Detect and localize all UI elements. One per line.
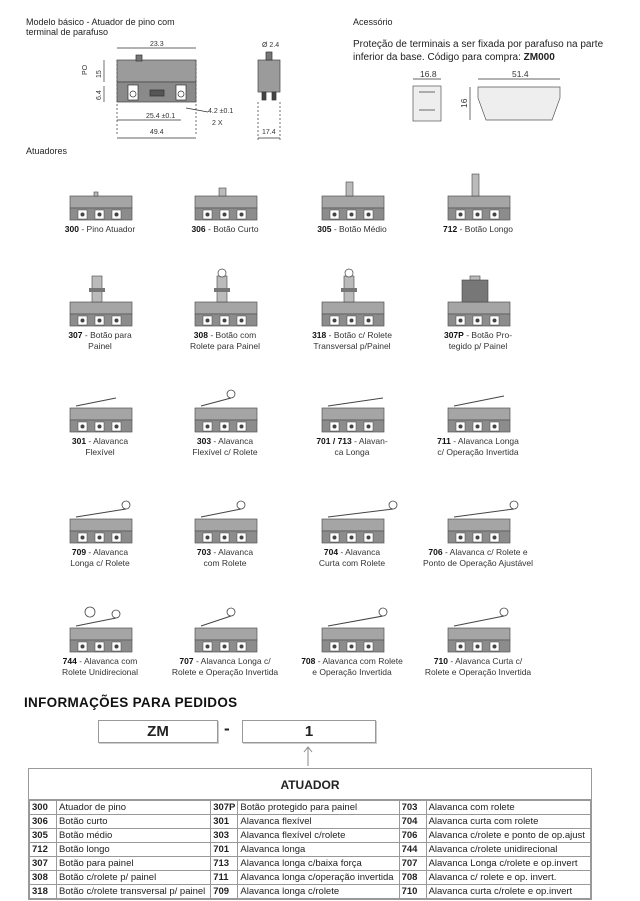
table-desc-cell: Alavanca Longa c/rolete e op.invert — [426, 857, 590, 871]
actuator-code: 303 — [196, 436, 212, 446]
table-row — [30, 885, 591, 899]
actuator-caption — [418, 330, 538, 352]
actuator-code: 711 — [437, 436, 451, 446]
actuator-label-line2: com Rolete — [203, 558, 247, 568]
actuator-label-line2: Curta com Rolete — [318, 558, 386, 568]
table-desc-cell: Alavanca c/rolete unidirecional — [426, 843, 590, 857]
actuator-label-line2: Longa c/ Rolete — [70, 558, 130, 568]
table-desc-cell: Botão para painel — [57, 857, 211, 871]
table-code-cell: 704 — [399, 815, 426, 829]
actuator-label-line2: tegido p/ Painel — [448, 341, 508, 351]
actuator-drawing — [165, 160, 285, 222]
actuator-drawing — [418, 372, 538, 434]
actuator-label: - Alavanca — [88, 436, 129, 446]
dim-width-top: 23.3 — [150, 41, 164, 48]
table-row — [30, 843, 591, 857]
actuator-item — [165, 592, 285, 678]
actuator-code: 306 — [191, 224, 206, 234]
actuator-code: 707 — [179, 656, 194, 666]
table-desc-cell: Atuador de pino — [57, 801, 211, 815]
actuator-caption — [165, 656, 285, 678]
table-desc-cell: Botão longo — [57, 843, 211, 857]
actuator-label-line2: e Operação Invertida — [312, 667, 392, 677]
actuator-caption — [292, 224, 412, 235]
actuator-drawing — [418, 483, 538, 545]
table-desc-cell: Alavanca c/ rolete e op. invert. — [426, 871, 590, 885]
actuator-label: - Botão para — [84, 330, 132, 340]
table-desc-cell: Alavanca longa c/rolete — [238, 885, 399, 899]
actuator-caption — [40, 436, 160, 458]
actuator-code: 300 — [64, 224, 79, 234]
actuator-caption — [165, 436, 285, 458]
actuator-drawing — [165, 592, 285, 654]
table-code-cell: 710 — [399, 885, 426, 899]
table-code-cell: 701 — [211, 843, 238, 857]
table-desc-cell: Botão c/rolete transversal p/ painel — [57, 885, 211, 899]
actuator-label: - Botão Médio — [333, 224, 387, 234]
table-desc-cell: Botão protegido para painel — [238, 801, 399, 815]
actuator-label-line2: c/ Operação Invertida — [437, 447, 519, 457]
actuator-drawing — [40, 483, 160, 545]
accessory-title: Acessório — [353, 17, 393, 27]
table-code-cell: 306 — [30, 815, 57, 829]
actuator-label: - Alavanca — [213, 547, 254, 557]
table-row — [30, 829, 591, 843]
table-desc-cell: Alavanca flexível c/rolete — [238, 829, 399, 843]
table-code-cell: 307 — [30, 857, 57, 871]
table-code-cell: 305 — [30, 829, 57, 843]
actuator-drawing — [40, 262, 160, 328]
actuator-item — [165, 262, 285, 352]
actuator-caption — [40, 547, 160, 569]
actuator-item — [40, 262, 160, 352]
actuator-label: - Alavanca com — [79, 656, 138, 666]
table-row — [30, 857, 591, 871]
actuator-caption — [418, 436, 538, 458]
table-desc-cell: Alavanca longa — [238, 843, 399, 857]
actuator-item — [40, 372, 160, 458]
table-code-cell: 709 — [211, 885, 238, 899]
table-code-cell: 707 — [399, 857, 426, 871]
actuator-item — [418, 483, 538, 569]
table-code-cell: 744 — [399, 843, 426, 857]
actuator-label: - Alavanca Curta c/ — [450, 656, 523, 666]
actuator-table — [28, 768, 592, 900]
actuator-drawing — [292, 592, 412, 654]
table-code-cell: 308 — [30, 871, 57, 885]
actuator-label-line2: Transversal p/Painel — [313, 341, 391, 351]
table-code-cell: 318 — [30, 885, 57, 899]
actuator-caption — [165, 330, 285, 352]
actuator-label: - Alavanca Longa — [453, 436, 519, 446]
actuator-caption — [292, 330, 412, 352]
actuator-item — [292, 160, 412, 235]
actuator-drawing — [292, 483, 412, 545]
actuator-item — [418, 160, 538, 235]
actuator-label: - Alavan- — [354, 436, 388, 446]
table-code-cell: 712 — [30, 843, 57, 857]
table-code-cell: 711 — [211, 871, 238, 885]
table-desc-cell: Botão médio — [57, 829, 211, 843]
table-desc-cell: Alavanca longa c/baixa força — [238, 857, 399, 871]
actuator-drawing — [418, 592, 538, 654]
basic-model-side-view — [258, 52, 280, 140]
actuator-label: - Alavanca — [88, 547, 129, 557]
table-code-cell: 706 — [399, 829, 426, 843]
actuator-label-line2: Flexível c/ Rolete — [192, 447, 258, 457]
table-code-cell: 301 — [211, 815, 238, 829]
actuator-label: - Alavanca Longa c/ — [195, 656, 271, 666]
dim-length: 49.4 — [150, 129, 164, 136]
actuator-code: 307P — [443, 330, 464, 340]
actuator-item — [418, 262, 538, 352]
actuator-caption — [40, 656, 160, 678]
table-desc-cell: Botão c/rolete p/ painel — [57, 871, 211, 885]
technical-drawings — [0, 0, 640, 150]
dim-hole-spacing: 25.4 ±0.1 — [146, 113, 176, 120]
dim-hole-count: 2 X — [212, 120, 223, 127]
actuator-drawing — [40, 372, 160, 434]
code-prefix-box: ZM — [98, 720, 218, 743]
actuator-label: - Botão c/ Rolete — [328, 330, 392, 340]
actuator-label-line2: Rolete Unidirecional — [61, 667, 139, 677]
actuator-drawing — [165, 483, 285, 545]
actuator-caption — [418, 224, 538, 235]
actuator-drawing — [165, 262, 285, 328]
dim-hole-dia: 4.2 ±0.1 — [208, 108, 234, 115]
actuator-label-line2: Rolete e Operação Invertida — [171, 667, 279, 677]
actuator-drawing — [292, 372, 412, 434]
actuator-code: 318 — [312, 330, 327, 340]
actuator-code: 307 — [68, 330, 83, 340]
dim-pin-dia: Ø 2.4 — [262, 42, 280, 49]
code-dash: - — [224, 719, 230, 738]
actuator-item — [418, 372, 538, 458]
table-code-cell: 300 — [30, 801, 57, 815]
table-row — [30, 815, 591, 829]
actuator-label: - Alavanca — [340, 547, 381, 557]
actuator-code: 704 — [323, 547, 339, 557]
actuator-item — [292, 372, 412, 458]
actuator-item — [40, 592, 160, 678]
acc-dim-2: 51.4 — [512, 69, 529, 79]
actuator-drawing — [418, 262, 538, 328]
actuators-title: Atuadores — [26, 146, 68, 156]
accessory-drawing — [413, 79, 560, 121]
actuator-caption — [292, 656, 412, 678]
table-code-cell: 307P — [211, 801, 238, 815]
actuator-caption — [40, 224, 160, 235]
actuator-label-line2: Flexível — [85, 447, 115, 457]
actuator-label: - Botão Curto — [208, 224, 259, 234]
actuator-item — [292, 592, 412, 678]
basic-model-title: Modelo básico - Atuador de pino com terminal de parafuso — [26, 17, 175, 37]
actuator-item — [165, 372, 285, 458]
actuator-label: - Botão Longo — [459, 224, 513, 234]
table-code-cell: 708 — [399, 871, 426, 885]
actuator-code: 712 — [443, 224, 458, 234]
actuator-label: - Alavanca — [213, 436, 254, 446]
table-desc-cell: Botão curto — [57, 815, 211, 829]
actuator-item — [292, 483, 412, 569]
actuator-label: - Botão Pro- — [466, 330, 513, 340]
actuator-label: - Alavanca com Rolete — [317, 656, 403, 666]
basic-model-front-view — [104, 48, 208, 138]
acc-dim-1: 16.8 — [420, 69, 437, 79]
code-actuator-box: 1 — [242, 720, 376, 743]
table-desc-cell: Alavanca curta com rolete — [426, 815, 590, 829]
accessory-code: ZM000 — [523, 52, 555, 63]
actuator-label-line2: Rolete para Painel — [190, 341, 260, 351]
actuator-drawing — [292, 262, 412, 328]
accessory-text: Proteção de terminais a ser fixada por parafuso na parte inferior da base. Código para compra: — [353, 39, 604, 63]
table-row — [30, 871, 591, 885]
actuator-label-line2: Painel — [88, 341, 112, 351]
actuator-label: - Pino Atuador — [81, 224, 136, 234]
actuator-caption — [40, 330, 160, 352]
table-code-cell: 303 — [211, 829, 238, 843]
actuator-caption — [292, 547, 412, 569]
table-code-cell: 713 — [211, 857, 238, 871]
dim-h-small: 6.4 — [96, 90, 103, 100]
dim-side-width: 17.4 — [262, 129, 276, 136]
actuator-code: 305 — [317, 224, 332, 234]
actuator-code: 708 — [301, 656, 316, 666]
actuator-item — [418, 592, 538, 678]
dim-height: 15 — [96, 70, 103, 78]
actuator-drawing — [165, 372, 285, 434]
actuator-caption — [165, 224, 285, 235]
actuator-label-line2: Rolete e Operação Invertida — [424, 667, 532, 677]
actuator-code: 703 — [196, 547, 212, 557]
actuator-code: 301 — [71, 436, 87, 446]
actuator-item — [292, 262, 412, 352]
actuator-code: 706 — [428, 547, 443, 557]
actuator-caption — [418, 547, 538, 569]
actuator-code: 744 — [62, 656, 77, 666]
actuator-label: - Botão com — [210, 330, 257, 340]
actuator-item — [165, 160, 285, 235]
actuator-item — [40, 483, 160, 569]
actuator-label-line2: ca Longa — [334, 447, 370, 457]
table-code-cell: 703 — [399, 801, 426, 815]
actuator-code: 710 — [433, 656, 448, 666]
actuator-caption — [292, 436, 412, 458]
actuator-caption — [165, 547, 285, 569]
actuator-code: 709 — [71, 547, 87, 557]
actuator-item — [165, 483, 285, 569]
arrow-up-icon — [300, 745, 316, 767]
table-desc-cell: Alavanca c/rolete e ponto de op.ajust — [426, 829, 590, 843]
order-title: INFORMAÇÕES PARA PEDIDOS — [24, 695, 238, 710]
acc-dim-3: 16 — [459, 98, 469, 108]
actuator-code: 308 — [193, 330, 208, 340]
actuator-label-line2: Ponto de Operação Ajustável — [422, 558, 534, 568]
actuator-drawing — [418, 160, 538, 222]
actuator-drawing — [40, 592, 160, 654]
actuator-caption — [418, 656, 538, 678]
dim-po: PO — [82, 64, 89, 75]
actuator-label: - Alavanca c/ Rolete e — [444, 547, 528, 557]
actuator-drawing — [292, 160, 412, 222]
table-desc-cell: Alavanca curta c/rolete e op.invert — [426, 885, 590, 899]
table-desc-cell: Alavanca flexível — [238, 815, 399, 829]
actuator-code: 701 / 713 — [316, 436, 352, 446]
table-desc-cell: Alavanca com rolete — [426, 801, 590, 815]
table-row — [30, 801, 591, 815]
table-desc-cell: Alavanca longa c/operação invertida — [238, 871, 399, 885]
table-header: ATUADOR — [29, 769, 591, 800]
actuator-item — [40, 160, 160, 235]
actuator-drawing — [40, 160, 160, 222]
